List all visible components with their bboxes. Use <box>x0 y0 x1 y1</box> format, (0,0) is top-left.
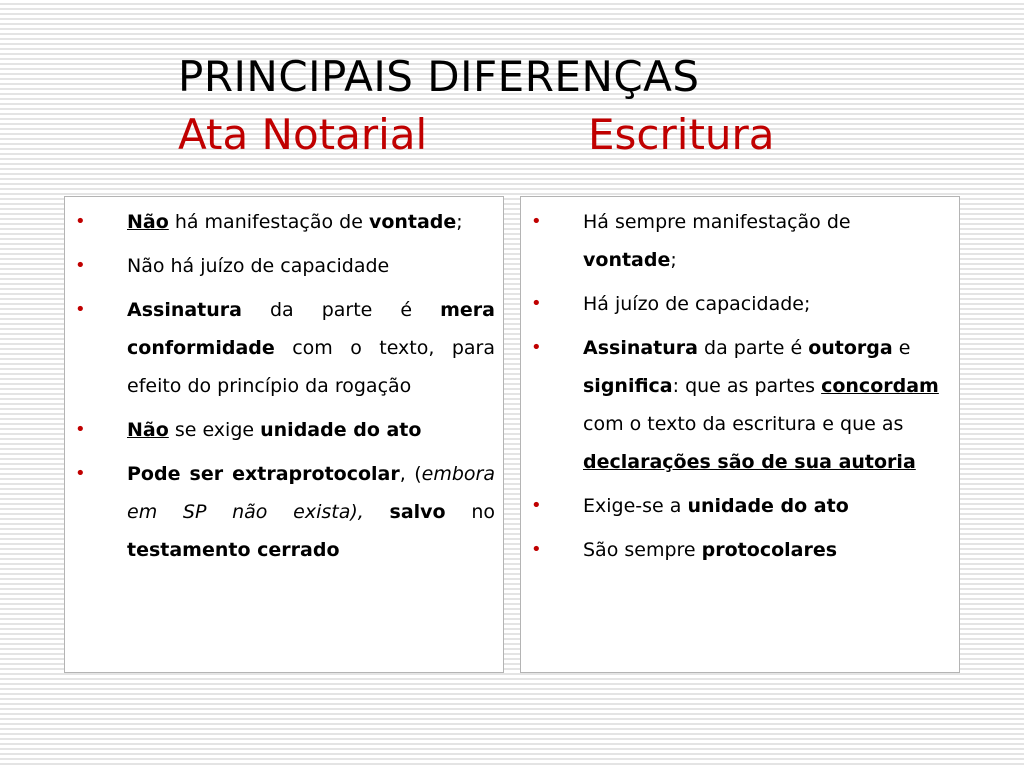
emphasis-text: concordam <box>821 375 939 397</box>
item-text <box>127 247 495 285</box>
item-text <box>127 203 495 241</box>
plain-text: São sempre <box>583 539 702 561</box>
item-text <box>583 203 946 279</box>
emphasis-text: significa <box>583 375 673 397</box>
item-text <box>127 291 495 405</box>
list-item <box>521 487 946 525</box>
italic-text: embora em SP não exista), <box>127 463 496 523</box>
emphasis-text: salvo <box>389 501 446 523</box>
emphasis-text: Não <box>127 419 169 441</box>
bullet-icon: • <box>75 255 86 276</box>
column-heading-escritura: Escritura <box>588 110 775 159</box>
ata-notarial-list <box>65 203 495 575</box>
item-text <box>583 531 946 569</box>
bullet-icon: • <box>531 293 542 314</box>
emphasis-text: protocolares <box>701 539 838 561</box>
plain-text: , ( <box>399 463 422 485</box>
plain-text: e <box>892 337 911 359</box>
plain-text: com o texto, para efeito do princípio da rogação <box>127 337 495 397</box>
emphasis-text: unidade do ato <box>260 419 422 441</box>
item-text <box>583 285 946 323</box>
plain-text: ; <box>670 249 677 271</box>
plain-text: no <box>445 501 495 523</box>
emphasis-text: Pode ser extraprotocolar <box>127 463 400 485</box>
list-item <box>65 203 495 241</box>
plain-text: da parte é <box>241 299 441 321</box>
emphasis-text: Assinatura <box>127 299 242 321</box>
plain-text: da parte é <box>697 337 809 359</box>
plain-text: Há juízo de capacidade; <box>583 293 811 315</box>
plain-text: Exige-se a <box>583 495 688 517</box>
list-item <box>65 291 495 405</box>
emphasis-text: declarações são de sua autoria <box>583 451 916 473</box>
list-item <box>521 531 946 569</box>
plain-text: há manifestação de <box>168 211 369 233</box>
plain-text: Não há juízo de capacidade <box>127 255 390 277</box>
bullet-icon: • <box>75 211 86 232</box>
item-text <box>583 329 946 481</box>
plain-text: com o texto da escritura e que as <box>583 413 904 435</box>
item-text <box>127 411 495 449</box>
list-item <box>65 247 495 285</box>
list-item <box>521 329 946 481</box>
list-item <box>521 203 946 279</box>
emphasis-text: outorga <box>808 337 893 359</box>
list-item <box>65 455 495 569</box>
emphasis-text: unidade do ato <box>687 495 849 517</box>
list-item <box>65 411 495 449</box>
emphasis-text: testamento cerrado <box>127 539 340 561</box>
escritura-list <box>521 203 946 575</box>
plain-text <box>364 501 390 523</box>
plain-text: ; <box>456 211 463 233</box>
item-text <box>127 455 495 569</box>
bullet-icon: • <box>75 299 86 320</box>
slide-title: PRINCIPAIS DIFERENÇAS <box>178 52 700 101</box>
emphasis-text: vontade <box>368 211 457 233</box>
plain-text: : que as partes <box>672 375 822 397</box>
list-item <box>521 285 946 323</box>
emphasis-text: Não <box>127 211 169 233</box>
emphasis-text: mera conformidade <box>127 299 495 359</box>
bullet-icon: • <box>75 419 86 440</box>
ata-notarial-box <box>64 196 504 673</box>
bullet-icon: • <box>531 495 542 516</box>
plain-text: Há sempre manifestação de <box>583 211 851 233</box>
escritura-box <box>520 196 960 673</box>
bullet-icon: • <box>75 463 86 484</box>
bullet-icon: • <box>531 539 542 560</box>
plain-text: se exige <box>168 419 261 441</box>
bullet-icon: • <box>531 211 542 232</box>
bullet-icon: • <box>531 337 542 358</box>
emphasis-text: vontade <box>583 249 671 271</box>
emphasis-text: Assinatura <box>583 337 698 359</box>
column-heading-ata-notarial: Ata Notarial <box>178 110 428 159</box>
item-text <box>583 487 946 525</box>
